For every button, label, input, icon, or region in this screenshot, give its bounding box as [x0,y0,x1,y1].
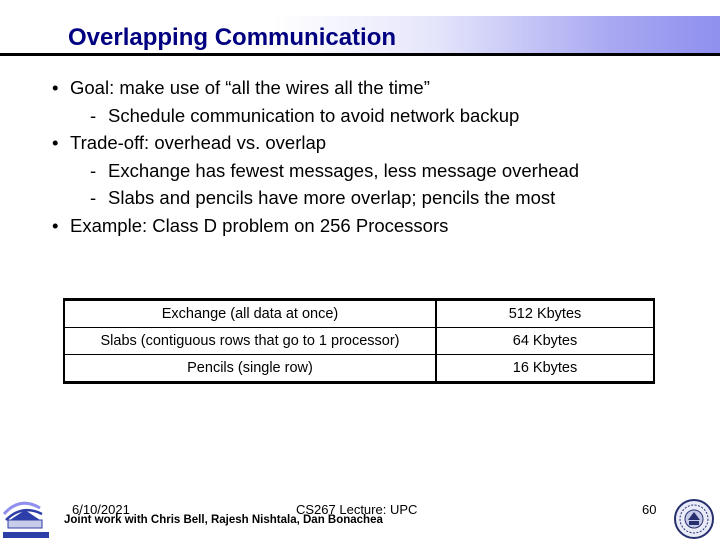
sub-bullet-mark: - [90,187,97,208]
table-row [64,328,654,355]
footer-date: 6/10/2021 [72,502,130,517]
bullet-list [52,74,579,239]
bullet-item [52,129,579,157]
page-number: 60 [642,502,657,517]
bullet-mark: • [52,214,59,236]
sub-bullet-text: Exchange has fewest messages, less message overhead [108,159,579,181]
berkeley-lab-logo [0,490,54,540]
table-row [64,300,654,328]
message-size-table [63,298,655,384]
table-row [64,355,654,383]
title-underline [0,53,720,56]
table-cell-label: Pencils (single row) [64,355,436,383]
sub-bullet-text: Schedule communication to avoid network backup [108,104,520,126]
sub-bullet-item [52,157,579,185]
bullet-mark: • [52,132,59,153]
sub-bullet-mark: - [90,159,97,181]
bullet-item [52,74,579,102]
table-cell-value: 64 Kbytes [436,328,654,355]
sub-bullet-text: Slabs and pencils have more overlap; pencils the most [108,187,556,208]
bullet-text: Example: Class D problem on 256 Processors [70,214,449,236]
table-cell-label: Slabs (contiguous rows that go to 1 processor) [64,328,436,355]
table-cell-value: 16 Kbytes [436,355,654,383]
bullet-mark: • [52,77,59,98]
footer-joint-credit: Joint work with Chris Bell, Rajesh Nishtala, Dan Bonachea [64,514,383,526]
sub-bullet-mark: - [90,104,97,126]
uc-seal-logo [672,498,716,540]
slide-title: Overlapping Communication [68,24,397,51]
table-cell-label: Exchange (all data at once) [64,300,436,328]
sub-bullet-item [52,184,579,212]
sub-bullet-item [52,102,579,130]
table-cell-value: 512 Kbytes [436,300,654,328]
bullet-text: Trade-off: overhead vs. overlap [70,132,327,153]
bullet-text: Goal: make use of “all the wires all the time” [70,77,430,98]
bullet-item [52,212,579,240]
footer-course: CS267 Lecture: UPC [296,502,418,517]
